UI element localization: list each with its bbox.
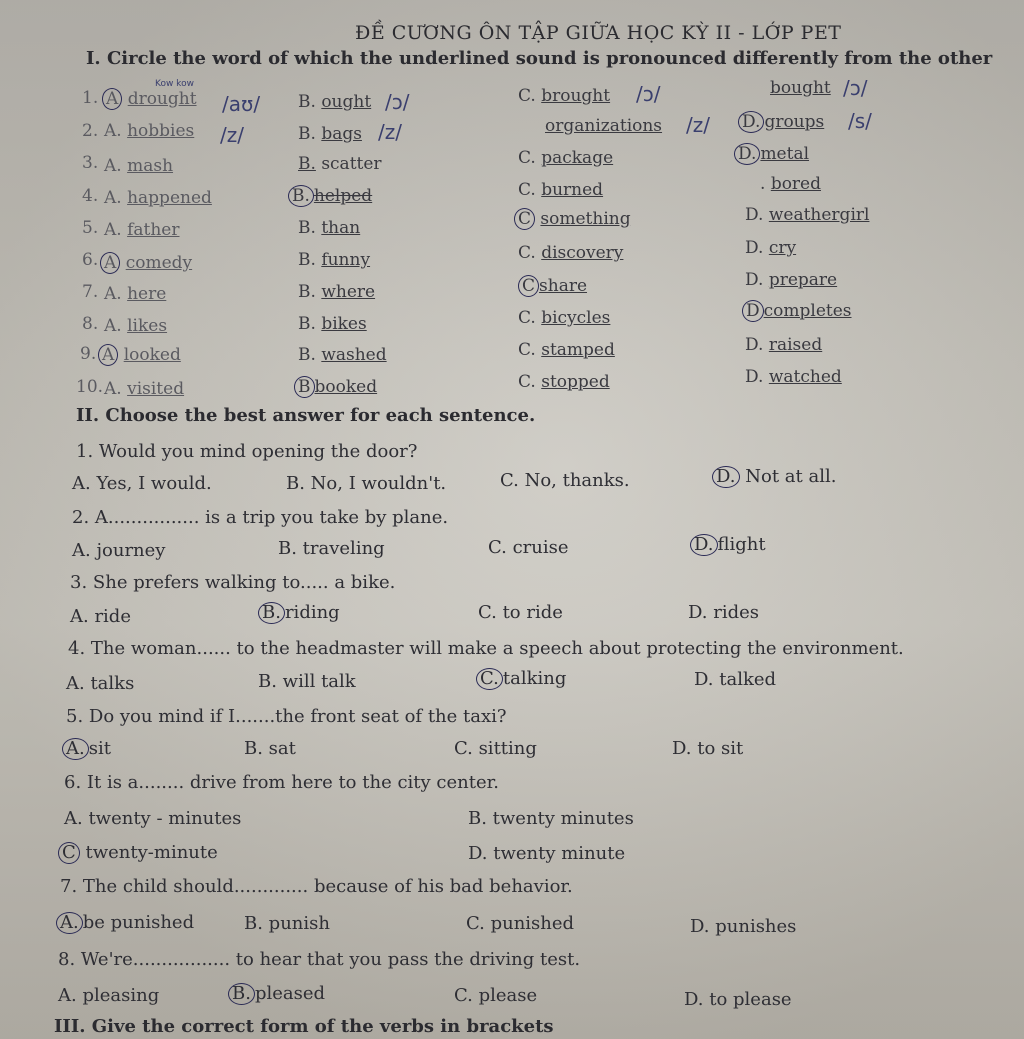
q7-option-b: B. punish <box>244 913 330 934</box>
q1-option-b: B. No, I wouldn't. <box>286 473 447 494</box>
row-7-b: B. where <box>298 282 376 302</box>
row-4-num: 4. <box>82 186 99 206</box>
row-6-d: D. cry <box>745 238 797 258</box>
q6-option-c: C twenty-minute <box>58 842 218 864</box>
q8-option-b: B. pleased <box>228 983 325 1005</box>
q6-option-d: D. twenty minute <box>468 843 626 864</box>
row-1-d: bought <box>770 78 831 98</box>
row-10-b: B booked <box>294 376 377 398</box>
handwritten-note: /ɔ/ <box>843 76 868 100</box>
q3-option-d: D. rides <box>688 602 760 623</box>
row-4-d: . bored <box>760 174 821 194</box>
row-6-num: 6. <box>82 250 99 270</box>
row-8-a: A. likes <box>104 316 168 336</box>
row-8-b: B. bikes <box>298 314 367 334</box>
row-9-num: 9. <box>80 344 97 364</box>
q7-option-a: A. be punished <box>56 912 194 934</box>
q5-option-c: C. sitting <box>454 738 537 759</box>
row-3-a: A. mash <box>104 156 174 176</box>
row-1-b: B. ought <box>298 92 372 112</box>
row-7-a: A. here <box>104 284 167 304</box>
row-7-d: D. prepare <box>745 270 838 290</box>
row-5-num: 5. <box>82 218 99 238</box>
question-1: 1. Would you mind opening the door? <box>76 441 418 462</box>
q1-option-c: C. No, thanks. <box>500 470 630 491</box>
q6-option-a: A. twenty - minutes <box>64 808 242 829</box>
question-8: 8. We're................. to hear that you pass the driving test. <box>58 949 581 970</box>
row-4-a: A. happened <box>104 188 212 208</box>
row-5-c: C something <box>514 208 631 230</box>
row-2-c: organizations <box>545 116 663 136</box>
row-4-b: B. helped <box>288 185 372 207</box>
section-3-heading: III. Give the correct form of the verbs in brackets <box>54 1016 554 1037</box>
q4-option-c: C. talking <box>476 668 566 690</box>
row-5-b: B. than <box>298 218 361 238</box>
row-10-a: A. visited <box>104 379 185 399</box>
row-6-a: A comedy <box>100 252 192 274</box>
row-2-b: B. bags <box>298 124 362 144</box>
q6-option-b: B. twenty minutes <box>468 808 634 829</box>
q7-option-c: C. punished <box>466 913 575 934</box>
handwritten-note: /z/ <box>378 120 402 144</box>
q2-option-c: C. cruise <box>488 537 569 558</box>
row-8-num: 8. <box>82 314 99 334</box>
q3-option-a: A. ride <box>70 606 131 627</box>
row-6-b: B. funny <box>298 250 371 270</box>
q2-option-d: D. flight <box>690 534 766 556</box>
handwritten-note: /z/ <box>220 123 244 147</box>
question-4: 4. The woman...... to the headmaster will make a speech about protecting the environment. <box>68 638 904 659</box>
row-5-d: D. weathergirl <box>745 205 870 225</box>
row-9-c: C. stamped <box>518 340 615 360</box>
row-2-d: D. groups <box>738 111 824 133</box>
row-2-a: A. hobbies <box>104 121 195 141</box>
page-title: ĐỀ CƯƠNG ÔN TẬP GIỮA HỌC KỲ II - LỚP PET <box>355 22 842 44</box>
row-9-d: D. raised <box>745 335 823 355</box>
handwritten-note: Kow kow <box>155 79 194 89</box>
q7-option-d: D. punishes <box>690 916 797 937</box>
row-9-b: B. washed <box>298 345 387 365</box>
q8-option-d: D. to please <box>684 989 792 1010</box>
row-9-a: A looked <box>98 344 181 366</box>
q1-option-a: A. Yes, I would. <box>72 473 212 494</box>
handwritten-note: /s/ <box>848 109 872 133</box>
handwritten-note: /aʊ/ <box>222 92 261 116</box>
question-6: 6. It is a........ drive from here to the city center. <box>64 772 499 793</box>
row-10-num: 10. <box>76 377 104 397</box>
q3-option-c: C. to ride <box>478 602 563 623</box>
row-1-a: A drought <box>102 88 197 110</box>
row-7-num: 7. <box>82 282 99 302</box>
q8-option-c: C. please <box>454 985 538 1006</box>
section-1-heading: I. Circle the word of which the underlined sound is pronounced differently from the other <box>86 48 993 69</box>
section-2-heading: II. Choose the best answer for each sentence. <box>76 405 536 426</box>
row-3-num: 3. <box>82 153 99 173</box>
row-10-d: D. watched <box>745 367 842 387</box>
q4-option-b: B. will talk <box>258 671 356 692</box>
row-5-a: A. father <box>104 220 180 240</box>
row-1-num: 1. <box>82 88 99 108</box>
row-3-c: C. package <box>518 148 614 168</box>
handwritten-note: /z/ <box>686 113 710 137</box>
row-2-num: 2. <box>82 121 99 141</box>
handwritten-note: /ɔ/ <box>636 82 661 106</box>
handwritten-note: /ɔ/ <box>385 90 410 114</box>
q4-option-d: D. talked <box>694 669 777 690</box>
q1-option-d: D. Not at all. <box>712 466 836 488</box>
row-3-b: B. scatter <box>298 154 382 174</box>
question-3: 3. She prefers walking to..... a bike. <box>70 572 396 593</box>
row-1-c: C. brought <box>518 86 611 106</box>
row-7-c: C share <box>518 275 587 297</box>
q5-option-a: A. sit <box>62 738 111 760</box>
q5-option-b: B. sat <box>244 738 296 759</box>
q8-option-a: A. pleasing <box>58 985 160 1006</box>
question-7: 7. The child should............. because of his bad behavior. <box>60 876 573 897</box>
question-5: 5. Do you mind if I.......the front seat of the taxi? <box>66 706 507 727</box>
question-2: 2. A................ is a trip you take by plane. <box>72 507 449 528</box>
q4-option-a: A. talks <box>66 673 135 694</box>
row-8-c: C. bicycles <box>518 308 611 328</box>
row-4-c: C. burned <box>518 180 604 200</box>
q2-option-a: A. journey <box>72 540 166 561</box>
q5-option-d: D. to sit <box>672 738 744 759</box>
row-8-d: D completes <box>742 300 852 322</box>
row-3-d: D. metal <box>734 143 809 165</box>
q3-option-b: B. riding <box>258 602 340 624</box>
q2-option-b: B. traveling <box>278 538 385 559</box>
row-6-c: C. discovery <box>518 243 624 263</box>
row-10-c: C. stopped <box>518 372 610 392</box>
